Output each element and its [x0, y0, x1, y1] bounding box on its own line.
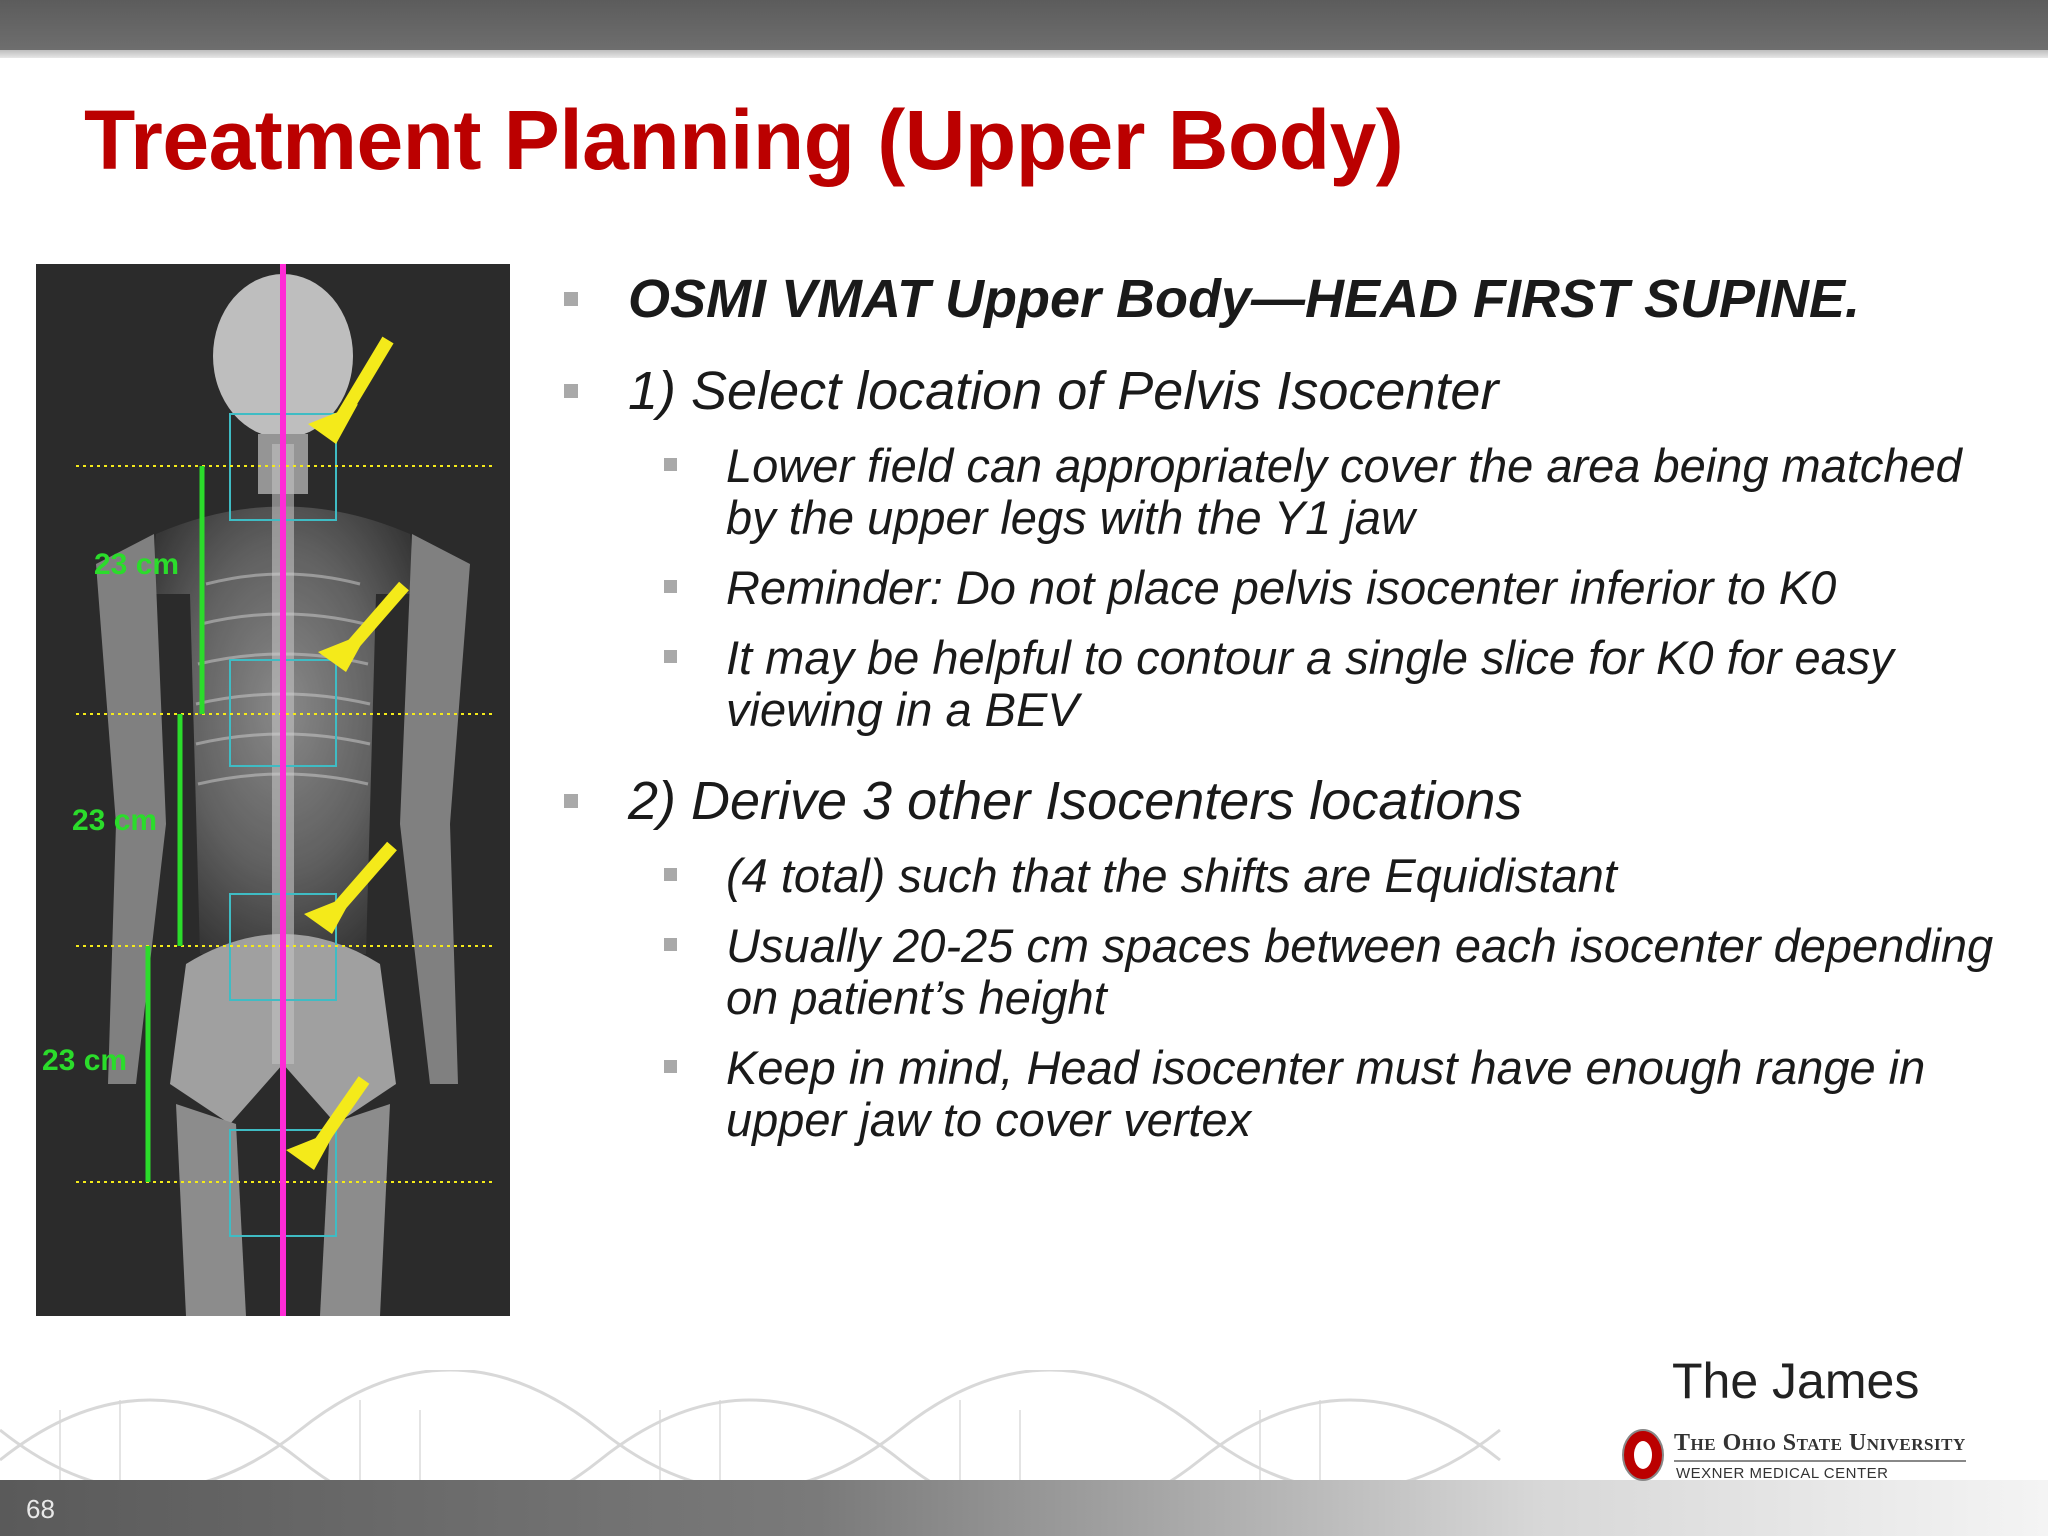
page-number: 68 [26, 1494, 55, 1524]
sub-bullet-text: It may be helpful to contour a single slice for K0 for easy viewing in a BEV [726, 631, 1894, 736]
dna-decoration [0, 1370, 1600, 1490]
osu-block-o-icon [1620, 1428, 1666, 1482]
bullet-item [560, 270, 2020, 328]
sub-bullet-item [560, 920, 2020, 1024]
xray-image [36, 264, 510, 1316]
bullet-marker-icon [564, 794, 578, 808]
top-bar-divider [0, 50, 2048, 58]
sub-bullet-marker-icon [664, 868, 677, 881]
sub-bullet-marker-icon [664, 580, 677, 593]
footer-bar [0, 1480, 2048, 1536]
university-name: The Ohio State University [1674, 1430, 1966, 1456]
sub-bullet-text: Lower field can appropriately cover the area being matched by the upper legs with the Y1 jaw [726, 439, 1962, 544]
bullet-item [560, 362, 2020, 420]
sub-bullet-item [560, 1042, 2020, 1146]
medical-center-name: WEXNER MEDICAL CENTER [1676, 1465, 1889, 1482]
sub-bullet-text: Usually 20-25 cm spaces between each isocenter depending on patient’s height [726, 919, 1994, 1024]
bullet-text: OSMI VMAT Upper Body—HEAD FIRST SUPINE. [628, 269, 1861, 329]
sub-bullet-marker-icon [664, 458, 677, 471]
measure-label: 23 cm [42, 1044, 128, 1077]
sub-bullet-marker-icon [664, 938, 677, 951]
sub-bullet-item [560, 632, 2020, 736]
sub-bullet-marker-icon [664, 650, 677, 663]
measure-label: 23 cm [72, 804, 158, 837]
bullet-text: 1) Select location of Pelvis Isocenter [628, 361, 1499, 421]
sub-bullet-item [560, 850, 2020, 902]
sub-bullet-text: Keep in mind, Head isocenter must have enough range in upper jaw to cover vertex [726, 1041, 1926, 1146]
bullet-text: 2) Derive 3 other Isocenters locations [628, 771, 1523, 831]
sub-bullet-item [560, 440, 2020, 544]
sub-bullet-text: Reminder: Do not place pelvis isocenter inferior to K0 [726, 561, 1837, 614]
bullet-list [560, 270, 2020, 1164]
sub-bullet-text: (4 total) such that the shifts are Equidistant [726, 849, 1617, 902]
slide-title: Treatment Planning (Upper Body) [84, 93, 1404, 187]
divider [1674, 1460, 1966, 1462]
bullet-marker-icon [564, 384, 578, 398]
measure-label: 23 cm [94, 548, 180, 581]
top-bar [0, 0, 2048, 50]
sub-bullet-marker-icon [664, 1060, 677, 1073]
bullet-marker-icon [564, 292, 578, 306]
sub-bullet-item [560, 562, 2020, 614]
bullet-item [560, 772, 2020, 830]
brand-name: The James [1672, 1353, 1920, 1409]
